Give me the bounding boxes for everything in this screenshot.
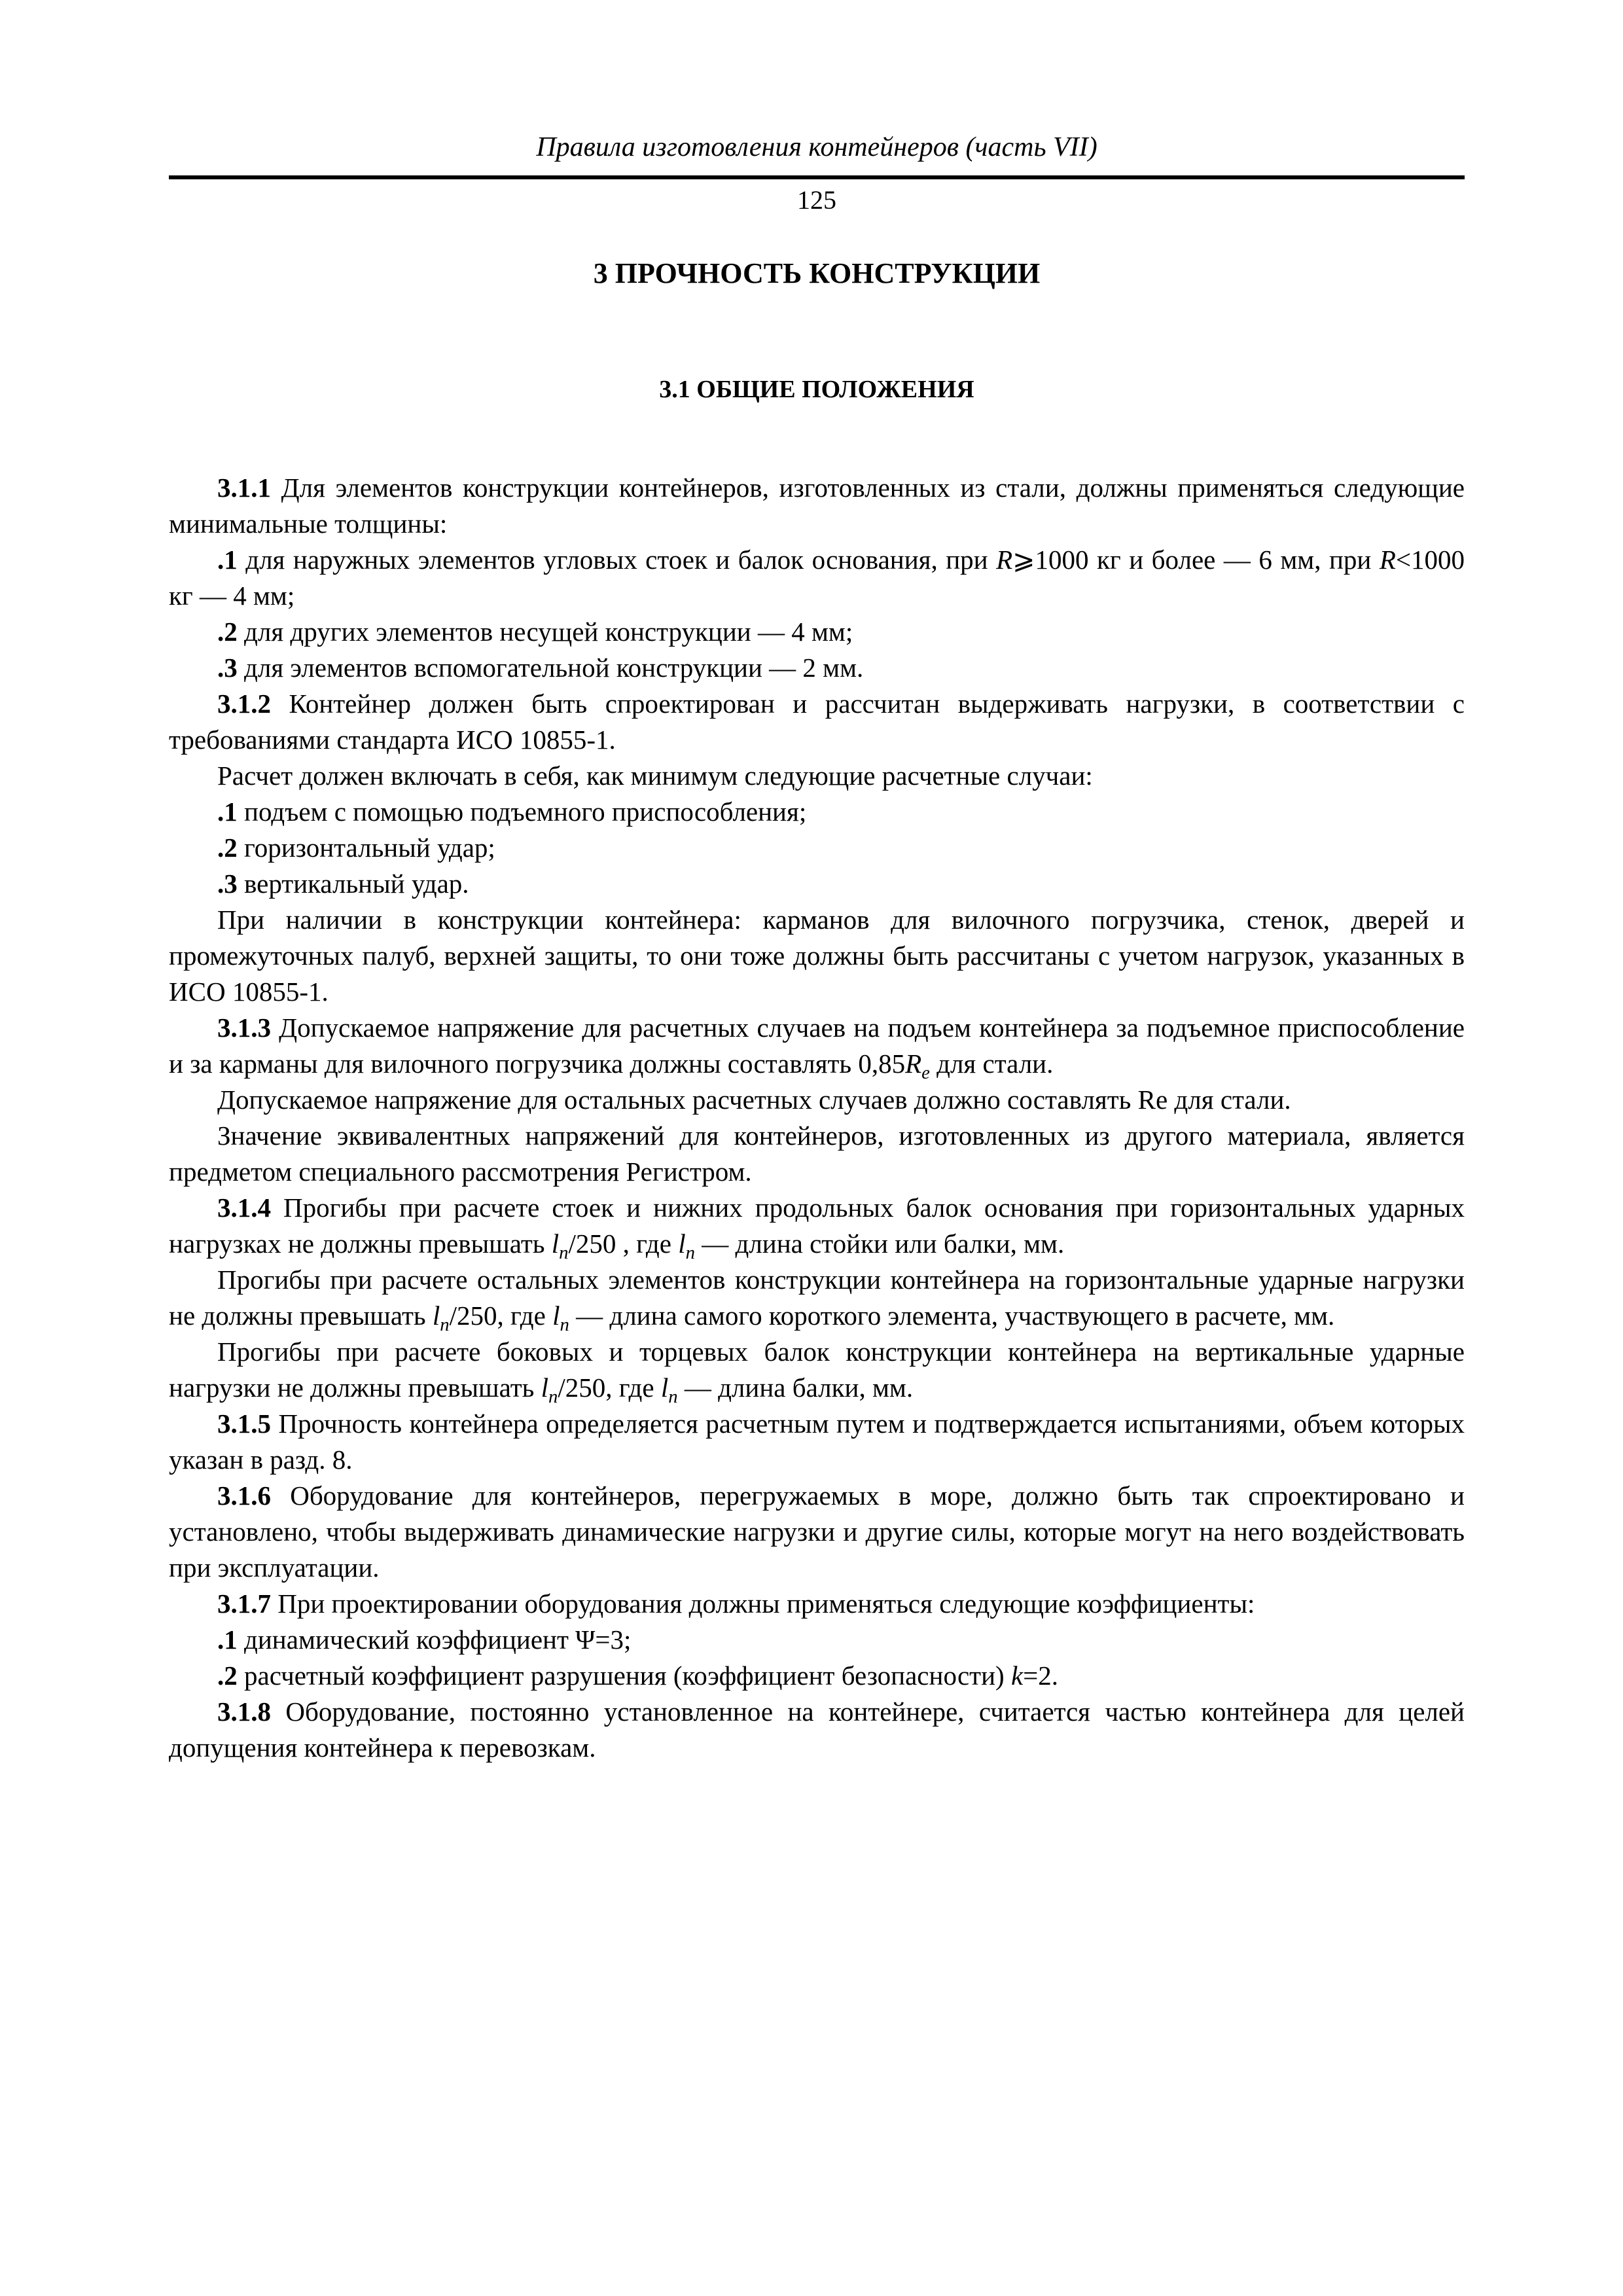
list-item-2: .2 для других элементов несущей конструкции — 4 мм; bbox=[217, 617, 853, 647]
running-header: Правила изготовления контейнеров (часть VII) bbox=[536, 132, 1097, 162]
list-item-1: .1 динамический коэффициент Ψ=3; bbox=[217, 1624, 632, 1655]
paragraph-allowable-stress: Допускаемое напряжение для остальных расчетных случаев должно составлять Re для стали. bbox=[217, 1085, 1291, 1115]
list-item-3: .3 для элементов вспомогательной конструкции — 2 мм. bbox=[217, 653, 864, 683]
paragraph-3-1-4: 3.1.4 Прогибы при расчете стоек и нижних продольных балок основания при горизонтальных ударных нагрузках не должны превышать $l_n/250$ , где $l_n$ — длина стойки или балки, мм. bbox=[169, 1193, 1465, 1264]
list-item-2: .2 расчетный коэффициент разрушения (коэффициент безопасности) k=2. bbox=[217, 1660, 1059, 1691]
paragraph-3-1-1: 3.1.1 Для элементов конструкции контейнеров, изготовленных из стали, должны применяться следующие минимальные толщины: bbox=[169, 473, 1465, 539]
paragraph-3-1-5: 3.1.5 Прочность контейнера определяется расчетным путем и подтверждается испытаниями, объем которых указан в разд. 8. bbox=[169, 1408, 1465, 1475]
paragraph-deflection-vertical: Прогибы при расчете боковых и торцевых балок конструкции контейнера на вертикальные ударные нагрузки не должны превышать $l_n/250$, где $l_n$ — длина балки, мм. bbox=[169, 1336, 1465, 1408]
list-item-3: .3 вертикальный удар. bbox=[217, 869, 469, 899]
paragraph-3-1-7: 3.1.7 При проектировании оборудования должны применяться следующие коэффициенты: bbox=[217, 1588, 1255, 1619]
paragraph-calculation-cases: Расчет должен включать в себя, как минимум следующие расчетные случаи: bbox=[217, 761, 1093, 791]
body-text bbox=[169, 470, 1465, 1766]
paragraph-deflection-horizontal: Прогибы при расчете остальных элементов конструкции контейнера на горизонтальные ударные нагрузки не должны превышать $l_n/250$, где $l_n$ — длина самого короткого элемента, участвующего в расчете, мм. bbox=[169, 1265, 1465, 1336]
section-title: 3.1 ОБЩИЕ ПОЛОЖЕНИЯ bbox=[659, 376, 974, 403]
page-number: 125 bbox=[797, 185, 836, 215]
paragraph-3-1-8: 3.1.8 Оборудование, постоянно установленное на контейнере, считается частью контейнера для целей допущения контейнера к перевозкам. bbox=[169, 1696, 1465, 1763]
list-item-1: .1 подъем с помощью подъемного приспособления; bbox=[217, 797, 807, 827]
list-item-1: .1 для наружных элементов угловых стоек и балок основания, при R⩾1000 кг и более — 6 мм, при R<1000 кг — 4 мм; bbox=[169, 545, 1465, 611]
header-divider bbox=[169, 175, 1465, 179]
paragraph-3-1-2: 3.1.2 Контейнер должен быть спроектирован и рассчитан выдерживать нагрузки, в соответствии с требованиями стандарта ИСО 10855-1. bbox=[169, 689, 1465, 755]
paragraph-3-1-6: 3.1.6 Оборудование для контейнеров, перегружаемых в море, должно быть так спроектировано и установлено, чтобы выдерживать динамические нагрузки и другие силы, которые могут на него воздействовать при эксплуатации. bbox=[169, 1480, 1465, 1583]
paragraph-3-1-3: 3.1.3 Допускаемое напряжение для расчетных случаев на подъем контейнера за подъемное приспособление и за карманы для вилочного погрузчика должны составлять $0,85R_e$ для стали. bbox=[169, 1013, 1465, 1084]
paragraph-equivalent-stress: Значение эквивалентных напряжений для контейнеров, изготовленных из другого материала, является предметом специального рассмотрения Регистром. bbox=[169, 1121, 1465, 1187]
paragraph-structure-note: При наличии в конструкции контейнера: карманов для вилочного погрузчика, стенок, дверей и промежуточных палуб, верхней защиты, то они тоже должны быть рассчитаны с учетом нагрузок, указанных в ИСО 10855-1. bbox=[169, 905, 1465, 1007]
chapter-title: 3 ПРОЧНОСТЬ КОНСТРУКЦИИ bbox=[593, 257, 1041, 289]
list-item-2: .2 горизонтальный удар; bbox=[217, 833, 495, 863]
